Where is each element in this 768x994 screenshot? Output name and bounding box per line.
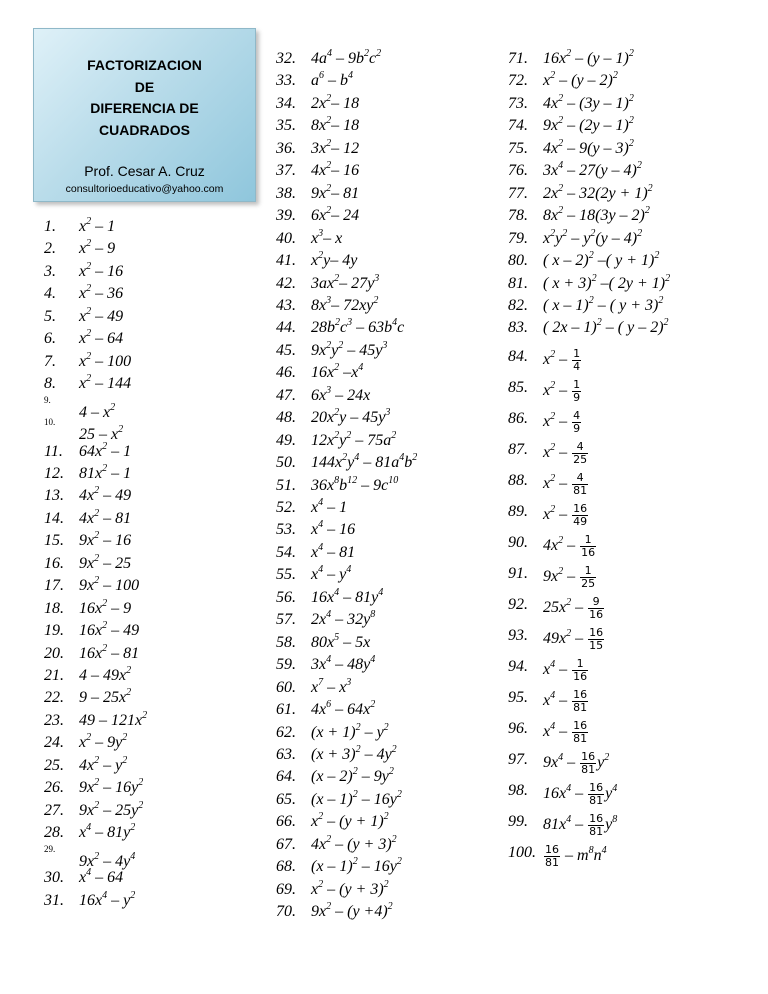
exercise-expression: $9x^2 - (y +4)^2$ [311, 901, 393, 921]
exercise-expression: $80x^5 - 5x$ [311, 631, 371, 651]
exercise-expression: $64x^2 - 1$ [79, 440, 132, 460]
fraction: $\frac{16}{81}$ [573, 688, 588, 714]
exercise-expression: ( x + 3)$^2$ –( 2y + 1)$^2$ [543, 272, 671, 292]
exercise-number: 88. [508, 472, 528, 489]
exercise-expression: $9x^2 - 4y^4$ [79, 850, 136, 870]
exercise-number: 23. [44, 711, 64, 729]
title-line: FACTORIZACION [87, 57, 202, 73]
exercise-expression: $x^2$ – $\frac{1}{4}$ [543, 347, 581, 373]
exercise-expression: $x^2 - (y - 2)^2$ [543, 70, 618, 90]
exercise-number: 96. [508, 720, 528, 737]
exercise-number: 17. [44, 577, 64, 595]
exercise-expression: $4x^2 - y^2$ [79, 754, 128, 774]
fraction: $\frac{16}{81}$ [573, 719, 588, 745]
exercise-expression: $16x^2 - 49$ [79, 620, 140, 640]
exercise-expression: $x^2 - 1$ [79, 216, 116, 235]
exercise-number: 100. [508, 844, 536, 861]
exercise-number: 43. [276, 296, 296, 314]
exercise-number: 73. [508, 94, 528, 112]
exercise-expression: $2x^2 - 32(2y + 1)^2$ [543, 182, 653, 202]
exercise-number: 26. [44, 779, 64, 797]
fraction: $\frac{16}{81}$ [545, 843, 559, 869]
title-line: CUADRADOS [99, 121, 190, 138]
fraction: $\frac{9}{16}$ [589, 595, 604, 621]
exercise-expression: $x^2 - (y + 1)^2$ [311, 811, 389, 831]
exercise-expression: $9x^2 - 16$ [79, 530, 132, 550]
exercise-number: 35. [276, 117, 296, 135]
exercise-number: 12. [44, 464, 64, 482]
exercise-number: 31. [44, 891, 64, 909]
exercise-number: 54. [276, 543, 296, 561]
exercise-expression: $x^2$ – $\frac{4}{25}$ [543, 440, 588, 466]
exercise-number: 11. [44, 442, 63, 460]
exercise-number: 62. [276, 723, 296, 741]
exercise-expression: $28b^2c^3 - 63b^4c$ [311, 317, 405, 337]
exercise-expression: $x^4 - y^4$ [311, 564, 352, 584]
title-box [33, 28, 256, 202]
exercise-expression: $36x^8b^{12} - 9c^{10}$ [311, 474, 399, 494]
exercise-number: 95. [508, 689, 528, 706]
fraction: $\frac{4}{9}$ [573, 409, 581, 435]
exercise-expression: $4x^2 - (y + 3)^2$ [311, 833, 397, 853]
exercise-number: 78. [508, 207, 528, 225]
exercise-number: 97. [508, 751, 528, 768]
fraction: $\frac{1}{9}$ [573, 378, 581, 404]
exercise-expression: $x^4$ – $\frac{1}{16}$ [543, 657, 588, 683]
exercise-expression: $16x^2 - (y - 1)^2$ [543, 48, 634, 67]
exercise-expression: $\frac{16}{81}$ – $m^8n^4$ [545, 843, 607, 869]
fraction: $\frac{16}{81}$ [581, 750, 596, 776]
exercise-number: 72. [508, 72, 528, 90]
exercise-expression: $81x^2 - 1$ [79, 462, 132, 482]
exercise-expression: $4x^2 - 49$ [79, 485, 132, 505]
exercise-expression: $4 - x^2$ [79, 401, 116, 421]
exercise-number: 67. [276, 835, 296, 853]
exercise-number: 6. [44, 330, 56, 348]
worksheet-title [34, 55, 255, 141]
exercise-number: 53. [276, 521, 296, 539]
exercise-expression: $x^2 - 9y^2$ [79, 732, 128, 752]
exercise-number: 28. [44, 824, 64, 842]
exercise-number: 39. [276, 207, 296, 225]
exercise-number: 22. [44, 689, 64, 707]
exercise-expression: $9x^2y^2 - 45y^3$ [311, 339, 388, 359]
exercise-expression: $6x^2-$ 24 [311, 205, 360, 225]
exercise-expression: $16x^4 - y^2$ [79, 889, 136, 909]
exercise-number: 71. [508, 50, 528, 67]
exercise-expression: $x^2 - (y + 3)^2$ [311, 878, 389, 898]
exercise-expression: $x^2$ – $\frac{4}{81}$ [543, 471, 588, 497]
exercise-expression: $x^4 - 81$ [311, 541, 356, 561]
exercise-number: 42. [276, 274, 296, 292]
exercise-number: 16. [44, 554, 64, 572]
exercise-number: 32. [276, 50, 296, 67]
exercise-number: 52. [276, 499, 296, 516]
exercise-expression: $x^2 - 9$ [79, 238, 116, 258]
exercise-expression: $x^4 - 1$ [311, 497, 348, 516]
exercise-expression: $x^2y-$ 4y [311, 250, 358, 270]
exercise-expression: $9x^2-$ 81 [311, 182, 360, 202]
exercise-number: 93. [508, 627, 528, 644]
exercise-expression: $x^2 - 49$ [79, 305, 124, 325]
author-email: consultorioeducativo@yahoo.com [65, 183, 224, 195]
exercise-expression: $6x^3 - 24x$ [311, 384, 371, 404]
exercise-number: 66. [276, 813, 296, 831]
exercise-number: 98. [508, 782, 528, 799]
fraction: $\frac{4}{25}$ [573, 440, 588, 466]
exercise-number: 13. [44, 487, 64, 505]
exercise-expression: $x^2y^2 - y^2(y - 4)^2$ [543, 227, 643, 247]
exercise-expression: $9x^4$ – $\frac{16}{81}$ $y^2$ [543, 750, 610, 776]
exercise-expression: $12x^2y^2 - 75a^2$ [311, 429, 397, 449]
exercise-expression: $x^4 - 81y^2$ [79, 822, 136, 842]
exercise-number: 79. [508, 229, 528, 247]
exercise-number: 19. [44, 622, 64, 640]
exercise-expression: $9x^2 - 16y^2$ [79, 777, 144, 797]
exercise-expression: $x^3-$ x [311, 227, 343, 247]
exercise-expression: $4x^2 - (3y - 1)^2$ [543, 92, 634, 112]
exercise-number: 8. [44, 375, 56, 393]
exercise-expression: $25 - x^2$ [79, 424, 124, 444]
exercise-number: 90. [508, 534, 528, 551]
exercise-number: 94. [508, 658, 528, 675]
exercise-expression: $x^2 - 36$ [79, 283, 124, 303]
exercise-expression: $x^2 - 16$ [79, 260, 124, 280]
exercise-expression: $16x^2 - 9$ [79, 597, 132, 617]
exercise-number: 83. [508, 319, 528, 337]
exercise-expression: $x^2$ – $\frac{16}{49}$ [543, 502, 588, 528]
exercise-expression: $x^4 - 16$ [311, 519, 356, 539]
exercise-expression: $x^2 - 64$ [79, 328, 124, 348]
exercise-number: 10. [44, 417, 56, 428]
exercise-number: 75. [508, 139, 528, 157]
exercise-number: 46. [276, 364, 296, 382]
exercise-expression: $(x + 3)^2 - 4y^2$ [311, 743, 397, 763]
exercise-number: 14. [44, 509, 64, 527]
exercise-number: 65. [276, 790, 296, 808]
exercise-number: 25. [44, 756, 64, 774]
exercise-expression: $x^4$ – $\frac{16}{81}$ [543, 688, 588, 714]
fraction: $\frac{1}{4}$ [573, 347, 581, 373]
exercise-number: 2. [44, 240, 56, 258]
fraction: $\frac{16}{81}$ [589, 812, 604, 838]
exercise-number: 86. [508, 410, 528, 427]
exercise-expression: $9x^2 - 25$ [79, 552, 132, 572]
fraction: $\frac{4}{81}$ [573, 471, 588, 497]
exercise-number: 36. [276, 139, 296, 157]
exercise-expression: ( x – 2)$^2$ –( y + 1)$^2$ [543, 250, 660, 270]
fraction: $\frac{16}{81}$ [589, 781, 604, 807]
exercise-number: 30. [44, 869, 64, 887]
exercise-number: 27. [44, 801, 64, 819]
exercise-number: 57. [276, 611, 296, 629]
exercise-number: 70. [276, 903, 296, 921]
exercise-number: 1. [44, 218, 56, 235]
exercise-expression: $4x^2 - 9(y - 3)^2$ [543, 137, 634, 157]
exercise-number: 92. [508, 596, 528, 613]
exercise-number: 34. [276, 94, 296, 112]
exercise-expression: $x^2$ – $\frac{1}{9}$ [543, 378, 581, 404]
exercise-expression: $(x - 1)^2 - 16y^2$ [311, 856, 402, 876]
exercise-number: 51. [276, 476, 296, 494]
exercise-number: 45. [276, 341, 296, 359]
exercise-expression: $8x^2 - 18(3y - 2)^2$ [543, 205, 650, 225]
exercise-number: 3. [44, 262, 56, 280]
exercise-number: 69. [276, 880, 296, 898]
exercise-number: 61. [276, 701, 296, 719]
exercise-expression: $9x^2$ – $\frac{1}{25}$ [543, 564, 596, 590]
exercise-number: 5. [44, 307, 56, 325]
exercise-number: 85. [508, 379, 528, 396]
fraction: $\frac{16}{15}$ [589, 626, 604, 652]
exercise-expression: $16x^4 - 81y^4$ [311, 586, 384, 606]
exercise-number: 84. [508, 348, 528, 365]
exercise-number: 37. [276, 162, 296, 180]
exercise-expression: $8x^2-$ 18 [311, 115, 360, 135]
exercise-expression: $4 - 49x^2$ [79, 665, 132, 684]
exercise-expression: $x^2 - 100$ [79, 350, 132, 370]
exercise-number: 81. [508, 274, 528, 292]
exercise-expression: $4x^2 - 81$ [79, 507, 132, 527]
exercise-expression: $9x^2 - (2y - 1)^2$ [543, 115, 634, 135]
exercise-expression: $(x + 1)^2 - y^2$ [311, 721, 389, 741]
exercise-expression: $16x^2$ $-x^4$ [311, 362, 364, 382]
exercise-expression: $x^7 - x^3$ [311, 676, 352, 696]
exercise-number: 21. [44, 667, 64, 684]
exercise-expression: $(x - 1)^2 - 16y^2$ [311, 788, 402, 808]
exercise-number: 91. [508, 565, 528, 582]
exercise-number: 15. [44, 532, 64, 550]
exercise-number: 74. [508, 117, 528, 135]
exercise-expression: $3ax^2-$ $27y^3$ [311, 272, 380, 292]
exercise-number: 60. [276, 678, 296, 696]
exercise-number: 56. [276, 588, 296, 606]
author-name: Prof. Cesar A. Cruz [84, 163, 205, 179]
exercise-expression: $3x^4 - 27(y - 4)^2$ [543, 160, 642, 180]
exercise-expression: $49 - 121x^2$ [79, 709, 148, 729]
exercise-number: 59. [276, 656, 296, 674]
title-line: DE [134, 78, 155, 95]
exercise-expression: $4x^6 - 64x^2$ [311, 699, 376, 719]
exercise-expression: $4x^2-$ 16 [311, 160, 360, 180]
exercise-expression: $3x^2-$ 12 [311, 137, 360, 157]
exercise-number: 24. [44, 734, 64, 752]
exercise-number: 99. [508, 813, 528, 830]
exercise-expression: $16x^4$ – $\frac{16}{81}$ $y^4$ [543, 781, 618, 807]
exercise-expression: ( x – 1)$^2$ – ( y + 3)$^2$ [543, 294, 664, 314]
exercise-number: 47. [276, 386, 296, 404]
exercise-expression: $x^4$ – $\frac{16}{81}$ [543, 719, 588, 745]
exercise-number: 58. [276, 633, 296, 651]
exercise-number: 63. [276, 745, 296, 763]
exercise-expression: $2x^2-$ 18 [311, 92, 360, 112]
exercise-number: 40. [276, 229, 296, 247]
exercise-expression: $20x^2y - 45y^3$ [311, 407, 391, 427]
exercise-expression: $49x^2$ – $\frac{16}{15}$ [543, 626, 604, 652]
exercise-expression: $3x^4 - 48y^4$ [311, 654, 376, 674]
exercise-expression: $9 - 25x^2$ [79, 687, 132, 707]
exercise-expression: $4a^4 - 9b^2c^2$ [311, 48, 382, 67]
exercise-expression: $x^4 - 64$ [79, 867, 124, 887]
fraction: $\frac{1}{16}$ [581, 533, 596, 559]
exercise-number: 49. [276, 431, 296, 449]
exercise-number: 50. [276, 454, 296, 472]
exercise-expression: $81x^4$ – $\frac{16}{81}$ $y^8$ [543, 812, 618, 838]
exercise-expression: $a^6 - b^4$ [311, 70, 353, 90]
exercise-number: 77. [508, 184, 528, 202]
exercise-number: 89. [508, 503, 528, 520]
exercise-expression: $9x^2 - 25y^2$ [79, 799, 144, 819]
exercise-number: 29. [44, 843, 56, 854]
title-line: DIFERENCIA DE [90, 100, 199, 116]
exercise-number: 20. [44, 644, 64, 662]
exercise-number: 18. [44, 599, 64, 617]
exercise-expression: $16x^2 - 81$ [79, 642, 140, 662]
exercise-expression: $x^2 - 144$ [79, 373, 132, 393]
exercise-number: 41. [276, 252, 296, 270]
exercise-number: 9. [44, 394, 51, 405]
fraction: $\frac{1}{25}$ [581, 564, 596, 590]
exercise-expression: $2x^4 - 32y^8$ [311, 609, 376, 629]
exercise-number: 82. [508, 296, 528, 314]
exercise-expression: $9x^2 - 100$ [79, 575, 140, 595]
exercise-number: 48. [276, 409, 296, 427]
fraction: $\frac{1}{16}$ [573, 657, 588, 683]
exercise-expression: $8x^3-$ $72xy^2$ [311, 294, 379, 314]
exercise-number: 38. [276, 184, 296, 202]
exercise-expression: $x^2$ – $\frac{4}{9}$ [543, 409, 581, 435]
exercise-expression: $144x^2y^4 - 81a^4b^2$ [311, 452, 418, 472]
exercise-expression: ( 2x – 1)$^2$ – ( y – 2)$^2$ [543, 317, 669, 337]
exercise-number: 33. [276, 72, 296, 90]
exercise-number: 55. [276, 566, 296, 584]
exercise-number: 44. [276, 319, 296, 337]
exercise-number: 87. [508, 441, 528, 458]
exercise-expression: $4x^2$ – $\frac{1}{16}$ [543, 533, 596, 559]
exercise-expression: $(x - 2)^2 - 9y^2$ [311, 766, 394, 786]
exercise-number: 80. [508, 252, 528, 270]
exercise-number: 64. [276, 768, 296, 786]
fraction: $\frac{16}{49}$ [573, 502, 588, 528]
exercise-expression: $25x^2$ – $\frac{9}{16}$ [543, 595, 604, 621]
exercise-number: 7. [44, 352, 56, 370]
exercise-number: 4. [44, 285, 56, 303]
exercise-number: 76. [508, 162, 528, 180]
exercise-number: 68. [276, 858, 296, 876]
